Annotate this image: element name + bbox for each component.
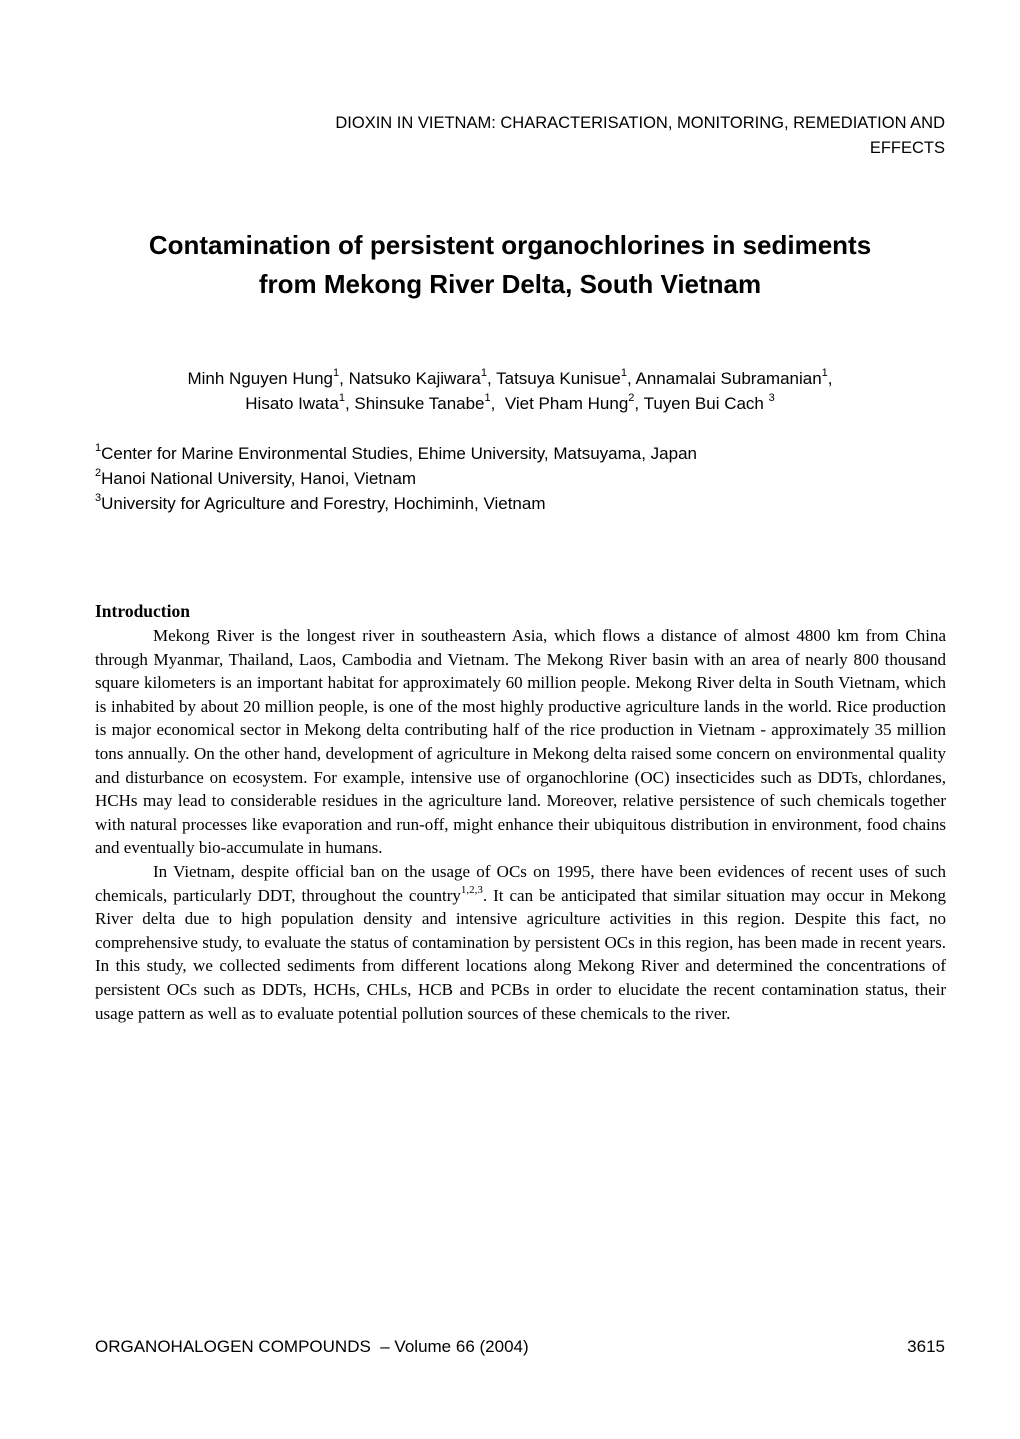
author bbox=[636, 369, 833, 388]
affiliation-text: Center for Marine Environmental Studies, Ehime University, Matsuyama, Japan bbox=[101, 444, 698, 463]
author-affiliation-sup: 1 bbox=[484, 392, 491, 405]
author-name: Shinsuke Tanabe bbox=[354, 394, 485, 413]
author-separator: , bbox=[827, 369, 833, 388]
running-head bbox=[95, 111, 945, 161]
author-separator: , bbox=[339, 369, 349, 388]
affiliation-text: University for Agriculture and Forestry, Hochiminh, Vietnam bbox=[101, 494, 546, 513]
affiliation-3 bbox=[95, 491, 955, 516]
author-affiliation-sup: 1 bbox=[332, 367, 340, 380]
paper-title-line1: Contamination of persistent organochlorines in sediments bbox=[148, 230, 872, 260]
author-line-1 bbox=[75, 366, 945, 391]
introduction-paragraph-1: Mekong River is the longest river in southeastern Asia, which flows a distance of almost 4800 km from China through Myanmar, Thailand, Laos, Cambodia and Vietnam. The Mekong River basin with an area of nearly 800 thousand square kilometers is an important habitat for approximately 60 million people. Mekong River delta in South Vietnam, which is inhabited by about 20 million people, is one of the most highly productive agriculture lands in the world. Rice production is major economical sector in Mekong delta contributing half of the rice production in Vietnam - approximately 35 million tons annually. On the other hand, development of agriculture in Mekong delta raised some concern on environmental quality and disturbance on ecosystem. For example, intensive use of organochlorine (OC) insecticides such as DDTs, chlordanes, HCHs may lead to considerable residues in the agriculture land. Moreover, relative persistence of such chemicals together with natural processes like evaporation and run-off, might enhance their ubiquitous distribution in environment, food chains and eventually bio-accumulate in humans. bbox=[95, 626, 946, 858]
section-heading-introduction: Introduction bbox=[95, 601, 190, 621]
author-name: Minh Nguyen Hung bbox=[187, 369, 333, 388]
author-name: Tatsuya Kunisue bbox=[496, 369, 621, 388]
introduction-section bbox=[95, 599, 946, 1025]
affiliation-2 bbox=[95, 466, 955, 491]
running-head-line1: DIOXIN IN VIETNAM: CHARACTERISATION, MONITORING, REMEDIATION AND bbox=[335, 114, 945, 132]
author-name: Annamalai Subramanian bbox=[635, 369, 822, 388]
author bbox=[187, 369, 348, 388]
author-line-2 bbox=[75, 391, 945, 416]
author bbox=[245, 394, 354, 413]
author-separator: , bbox=[626, 369, 636, 388]
author-name: Tuyen Bui Cach bbox=[643, 394, 769, 413]
author-affiliation-sup: 1 bbox=[480, 367, 487, 380]
author bbox=[354, 394, 504, 413]
author-affiliation-sup: 1 bbox=[338, 392, 345, 405]
affiliation-list bbox=[95, 441, 955, 516]
author-separator: , bbox=[344, 394, 355, 413]
paper-title bbox=[75, 226, 945, 304]
page-number: 3615 bbox=[907, 1337, 945, 1356]
author-affiliation-sup: 2 bbox=[628, 392, 635, 405]
author bbox=[644, 394, 775, 413]
running-head-line2: EFFECTS bbox=[869, 139, 945, 157]
author-affiliation-sup: 1 bbox=[821, 367, 828, 380]
author-name: Viet Pham Hung bbox=[504, 394, 629, 413]
paragraph-text: In Vietnam, despite official ban on the usage of OCs on 1995, there have been evidences of recent uses of such chemicals, particularly DDT, throughout the country bbox=[95, 861, 946, 905]
citation-sup: 1,2,3 bbox=[460, 883, 483, 896]
paper-title-line2: from Mekong River Delta, South Vietnam bbox=[258, 269, 762, 299]
affiliation-sup: 2 bbox=[95, 467, 102, 480]
author-separator: , bbox=[486, 369, 497, 388]
author-separator: , bbox=[634, 394, 644, 413]
author-name: Natsuko Kajiwara bbox=[348, 369, 481, 388]
author bbox=[349, 369, 497, 388]
affiliation-1 bbox=[95, 441, 955, 466]
introduction-paragraph-2 bbox=[95, 860, 946, 1025]
author-affiliation-sup: 3 bbox=[768, 392, 775, 405]
author-name: Hisato Iwata bbox=[245, 394, 339, 413]
author-affiliation-sup: 1 bbox=[620, 367, 627, 380]
affiliation-sup: 3 bbox=[95, 492, 102, 505]
author bbox=[505, 394, 644, 413]
author bbox=[496, 369, 635, 388]
author-separator: , bbox=[490, 394, 505, 413]
author-list bbox=[75, 366, 945, 416]
affiliation-sup: 1 bbox=[95, 442, 102, 455]
paragraph-text: . It can be anticipated that similar situation may occur in Mekong River delta due to high population density and intensive agriculture activities in this region. Despite this fact, no comprehensive study, to evaluate the status of contamination by persistent OCs in this region, has been made in recent years. In this study, we collected sediments from different locations along Mekong River and determined the concentrations of persistent OCs such as DDTs, HCHs, CHLs, HCB and PCBs in order to elucidate the recent contamination status, their usage pattern as well as to evaluate potential pollution sources of these chemicals to the river. bbox=[95, 885, 946, 1023]
affiliation-text: Hanoi National University, Hanoi, Vietnam bbox=[101, 469, 417, 488]
page-footer bbox=[95, 1336, 945, 1358]
journal-volume-label: ORGANOHALOGEN COMPOUNDS – Volume 66 (2004) bbox=[95, 1337, 529, 1356]
